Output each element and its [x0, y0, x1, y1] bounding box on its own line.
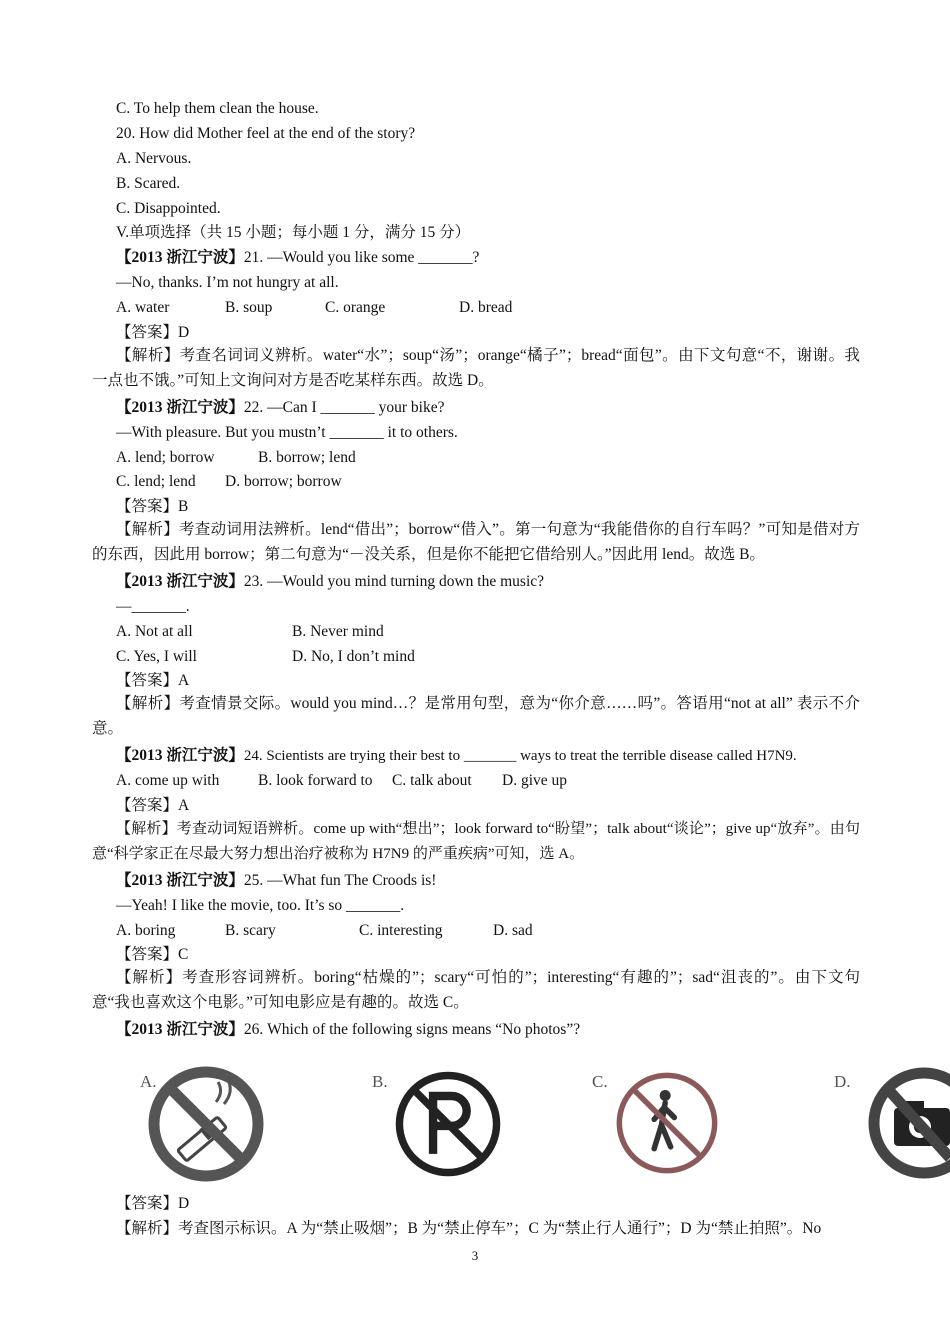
question-25: [116, 871, 436, 891]
question-source: 【2013 浙江宁波】: [116, 249, 244, 266]
no-smoking-sign-icon: [146, 1064, 266, 1184]
option: B. borrow; lend: [258, 449, 356, 466]
option-line: A. Nervous.: [116, 150, 192, 167]
question-stem: 22. —Can I _______ your bike?: [243, 399, 445, 416]
option: D. borrow; borrow: [225, 473, 342, 490]
option: B. soup: [225, 299, 273, 316]
option: C. interesting: [359, 922, 443, 939]
explanation: 【解析】考查形容词辨析。boring“枯燥的”；scary“可怕的”；interesting“有趣的”；sad“沮丧的”。由下文句意“我也喜欢这个电影。”可知电影应是有趣的。故选 C。: [92, 969, 860, 1011]
answer-label: 【答案】B: [116, 498, 189, 515]
answer-label: 【答案】D: [116, 324, 190, 341]
section-heading: V.单项选择（共 15 小题；每小题 1 分，满分 15 分）: [116, 224, 471, 241]
no-pedestrians-sign-icon: [612, 1068, 722, 1178]
option: D. bread: [459, 299, 513, 316]
question-stem: 26. Which of the following signs means “No photos”?: [243, 1021, 581, 1038]
dialog-reply: —With pleasure. But you mustn’t _______ it to others.: [116, 424, 458, 441]
option: B. scary: [225, 922, 276, 939]
no-parking-sign-icon: [392, 1068, 504, 1180]
explanation: 【解析】考查动词用法辨析。lend“借出”；borrow“借入”。第一句意为“我能借你的自行车吗？”可知是借对方的东西，因此用 borrow；第二句意为“－没关系，但是你不能把它借给别人。”因此用 lend。故选 B。: [92, 521, 860, 563]
options-row: [116, 771, 567, 791]
answer-label: 【答案】A: [116, 797, 190, 814]
option: C. talk about: [392, 772, 472, 789]
explanation: 【解析】考查动词短语辨析。come up with“想出”；look forward to“盼望”；talk about“谈论”；give up“放弃”。由句意“科学家正在尽最大努力想出治疗被称为 H7N9 的严重疾病”可知，选 A。: [92, 821, 860, 862]
answer-label: 【答案】D: [116, 1195, 190, 1212]
question-stem: 25. —What fun The Croods is!: [243, 872, 437, 889]
dialog-reply: —Yeah! I like the movie, too. It’s so _______.: [116, 897, 405, 914]
option: A. Not at all: [116, 623, 193, 640]
sign-label-c: C.: [592, 1072, 608, 1091]
no-photos-sign-icon: [864, 1066, 950, 1180]
option: B. Never mind: [292, 623, 384, 640]
explanation: 【解析】考查情景交际。would you mind…？是常用句型，意为“你介意……吗”。答语用“not at all” 表示不介意。: [92, 695, 860, 737]
question-source: 【2013 浙江宁波】: [116, 399, 244, 416]
question-21: [116, 248, 479, 268]
options-row: [116, 647, 415, 667]
question-source: 【2013 浙江宁波】: [116, 872, 244, 889]
question-stem: 23. —Would you mind turning down the music?: [243, 573, 545, 590]
option: C. Yes, I will: [116, 648, 197, 665]
sign-label-a: A.: [140, 1072, 157, 1091]
question-source: 【2013 浙江宁波】: [116, 1021, 244, 1038]
dialog-reply: —No, thanks. I’m not hungry at all.: [116, 274, 339, 291]
answer-label: 【答案】A: [116, 672, 190, 689]
options-row: [116, 298, 512, 318]
explanation: 【解析】考查图示标识。A 为“禁止吸烟”；B 为“禁止停车”；C 为“禁止行人通行”；D 为“禁止拍照”。No: [116, 1220, 822, 1237]
sign-label-d: D.: [834, 1072, 851, 1091]
options-row: [116, 921, 533, 941]
option: D. No, I don’t mind: [292, 648, 415, 665]
question-20: 20. How did Mother feel at the end of the story?: [116, 125, 416, 142]
answer-label: 【答案】C: [116, 946, 189, 963]
dialog-reply: —_______.: [116, 598, 190, 615]
question-stem: 21. —Would you like some _______?: [243, 249, 480, 266]
question-source: 【2013 浙江宁波】: [116, 573, 244, 590]
option: C. orange: [325, 299, 386, 316]
option: D. sad: [493, 922, 533, 939]
text-line: C. To help them clean the house.: [116, 100, 319, 117]
explanation: 【解析】考查名词词义辨析。water“水”；soup“汤”；orange“橘子”；bread“面包”。由下文句意“不，谢谢。我一点也不饿。”可知上文询问对方是否吃某样东西。故选 D。: [92, 347, 860, 389]
options-row: [116, 448, 356, 468]
question-23: [116, 572, 544, 592]
question-stem: 24. Scientists are trying their best to _______ ways to treat the terrible disease called H7N9.: [243, 748, 797, 764]
question-24: [116, 746, 860, 766]
option: A. lend; borrow: [116, 449, 215, 466]
options-row: [116, 622, 384, 642]
option: A. boring: [116, 922, 176, 939]
option: B. look forward to: [258, 772, 373, 789]
question-source: 【2013 浙江宁波】: [116, 747, 244, 764]
options-row: [116, 472, 342, 492]
option: A. water: [116, 299, 170, 316]
question-26: [116, 1020, 580, 1040]
option: D. give up: [502, 772, 568, 789]
option: A. come up with: [116, 772, 220, 789]
option-line: C. Disappointed.: [116, 200, 221, 217]
option-line: B. Scared.: [116, 175, 181, 192]
page-number: 3: [471, 1248, 479, 1263]
question-22: [116, 398, 445, 418]
option: C. lend; lend: [116, 473, 196, 490]
sign-label-b: B.: [372, 1072, 388, 1091]
